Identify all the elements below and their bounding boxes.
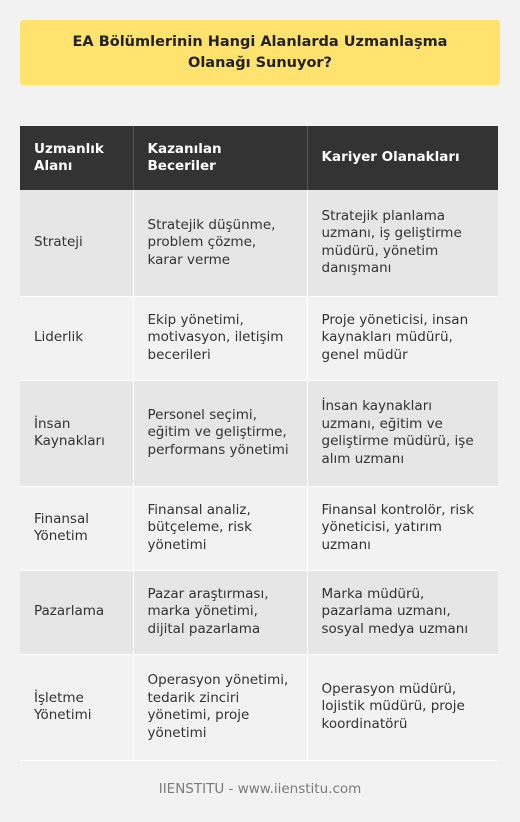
cell-area: İnsan Kaynakları (20, 380, 133, 486)
cell-skills: Operasyon yönetimi, tedarik zinciri yönetimi, proje yönetimi (133, 654, 307, 760)
cell-area: Finansal Yönetim (20, 486, 133, 570)
cell-careers: Operasyon müdürü, lojistik müdürü, proje koordinatörü (307, 654, 498, 760)
table-row (20, 380, 498, 486)
cell-skills: Pazar araştırması, marka yönetimi, dijital pazarlama (133, 570, 307, 654)
cell-area: İşletme Yönetimi (20, 654, 133, 760)
cell-skills: Stratejik düşünme, problem çözme, karar verme (133, 190, 307, 296)
cell-careers: İnsan kaynakları uzmanı, eğitim ve geliştirme müdürü, işe alım uzmanı (307, 380, 498, 486)
title-banner (20, 20, 500, 85)
cell-skills: Ekip yönetimi, motivasyon, iletişim becerileri (133, 296, 307, 380)
specialization-table (20, 126, 498, 761)
table-row (20, 296, 498, 380)
page-title: EA Bölümlerinin Hangi Alanlarda Uzmanlaşma Olanağı Sunuyor? (72, 33, 448, 71)
footer-credit: IIENSTITU - www.iienstitu.com (158, 781, 362, 797)
table-row (20, 486, 498, 570)
table-row (20, 190, 498, 296)
header-careers: Kariyer Olanakları (307, 126, 498, 190)
cell-area: Liderlik (20, 296, 133, 380)
table-row (20, 570, 498, 654)
header-area: Uzmanlık Alanı (20, 126, 133, 190)
cell-skills: Finansal analiz, bütçeleme, risk yönetimi (133, 486, 307, 570)
cell-careers: Marka müdürü, pazarlama uzmanı, sosyal medya uzmanı (307, 570, 498, 654)
table-row (20, 654, 498, 760)
cell-careers: Finansal kontrolör, risk yöneticisi, yatırım uzmanı (307, 486, 498, 570)
cell-area: Strateji (20, 190, 133, 296)
cell-area: Pazarlama (20, 570, 133, 654)
cell-careers: Proje yöneticisi, insan kaynakları müdürü, genel müdür (307, 296, 498, 380)
header-skills: Kazanılan Beceriler (133, 126, 307, 190)
cell-skills: Personel seçimi, eğitim ve geliştirme, performans yönetimi (133, 380, 307, 486)
cell-careers: Stratejik planlama uzmanı, iş geliştirme müdürü, yönetim danışmanı (307, 190, 498, 296)
table-header-row (20, 126, 498, 190)
